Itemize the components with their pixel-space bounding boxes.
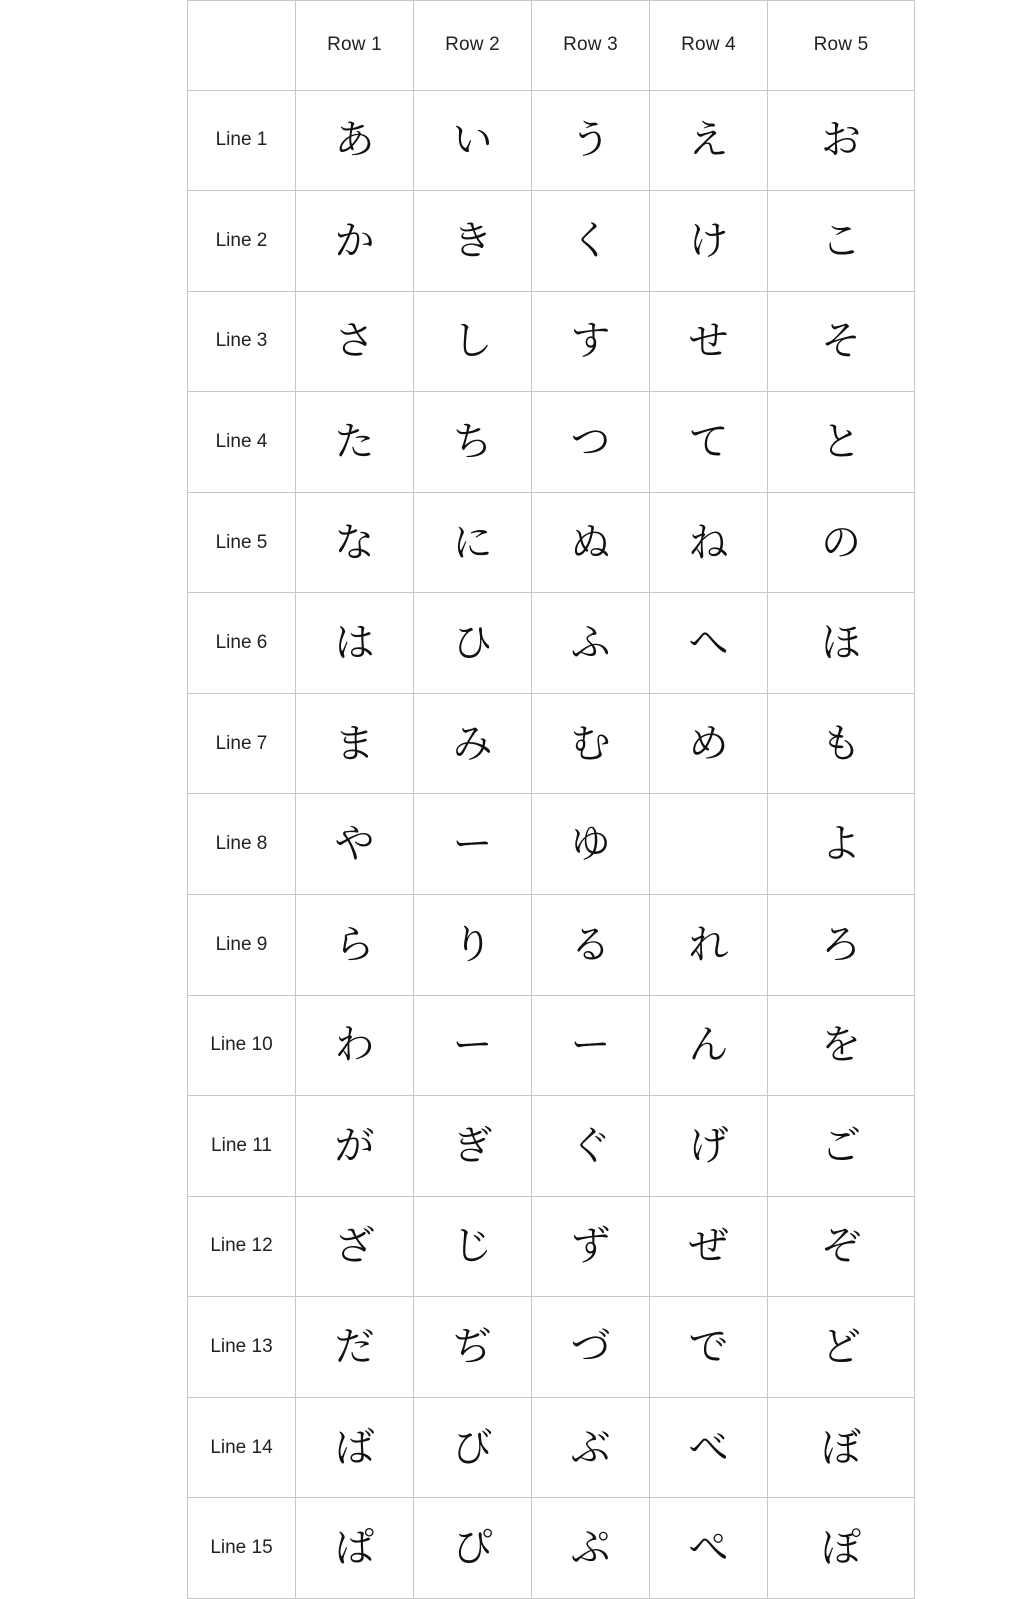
kana-cell [414, 492, 532, 593]
kana-character: ー [452, 821, 493, 868]
hiragana-chart [187, 0, 915, 1599]
kana-character: び [452, 1424, 493, 1471]
row-label: Line 3 [188, 291, 296, 392]
kana-character: づ [570, 1324, 611, 1371]
row-label: Line 4 [188, 392, 296, 493]
kana-character: よ [821, 821, 861, 868]
kana-character: で [688, 1324, 729, 1371]
kana-cell [650, 794, 768, 895]
table-row [188, 693, 915, 794]
kana-cell [768, 794, 915, 895]
row-label: Line 8 [188, 794, 296, 895]
kana-cell [532, 593, 650, 694]
kana-cell [768, 1196, 915, 1297]
kana-character: し [452, 318, 493, 365]
kana-cell [650, 1096, 768, 1197]
kana-cell [650, 995, 768, 1096]
kana-cell [768, 995, 915, 1096]
kana-cell [532, 1096, 650, 1197]
kana-character: そ [821, 318, 861, 365]
kana-cell [768, 492, 915, 593]
kana-cell [414, 1397, 532, 1498]
kana-character: む [570, 720, 611, 767]
kana-cell [532, 291, 650, 392]
kana-character: く [570, 217, 611, 264]
column-header: Row 3 [532, 1, 650, 91]
kana-cell [414, 995, 532, 1096]
kana-character: み [452, 720, 493, 767]
kana-cell [532, 191, 650, 292]
kana-character: き [452, 217, 493, 264]
kana-character: は [334, 620, 375, 667]
kana-character: が [334, 1122, 375, 1169]
kana-cell [768, 90, 915, 191]
kana-cell [296, 291, 414, 392]
kana-character: お [821, 117, 861, 164]
kana-character: せ [688, 318, 729, 365]
row-label: Line 6 [188, 593, 296, 694]
table-row [188, 1297, 915, 1398]
kana-cell [532, 392, 650, 493]
kana-character: も [821, 720, 861, 767]
row-label: Line 10 [188, 995, 296, 1096]
kana-character: へ [688, 620, 729, 667]
kana-character: に [452, 519, 493, 566]
row-label: Line 11 [188, 1096, 296, 1197]
kana-character: ば [334, 1424, 375, 1471]
kana-cell [768, 1297, 915, 1398]
row-label: Line 5 [188, 492, 296, 593]
header-row [188, 1, 915, 91]
kana-character: る [570, 921, 611, 968]
kana-character: て [688, 418, 729, 465]
kana-character: す [570, 318, 611, 365]
kana-cell [650, 895, 768, 996]
kana-cell [414, 392, 532, 493]
table-row [188, 392, 915, 493]
kana-cell [414, 794, 532, 895]
kana-character: ざ [334, 1223, 375, 1270]
kana-cell [768, 895, 915, 996]
kana-character: う [570, 117, 611, 164]
kana-cell [296, 794, 414, 895]
kana-character: ぜ [688, 1223, 729, 1270]
kana-character: け [688, 217, 729, 264]
kana-character: ぶ [570, 1424, 611, 1471]
kana-cell [768, 392, 915, 493]
kana-cell [768, 191, 915, 292]
row-label: Line 12 [188, 1196, 296, 1297]
row-label: Line 1 [188, 90, 296, 191]
kana-character: あ [334, 117, 375, 164]
kana-character: か [334, 217, 375, 264]
kana-cell [414, 291, 532, 392]
kana-character: ゆ [570, 821, 611, 868]
kana-cell [414, 1196, 532, 1297]
kana-character: を [821, 1022, 861, 1069]
kana-character: と [821, 418, 861, 465]
kana-character: ふ [570, 620, 611, 667]
kana-character: ぴ [452, 1525, 493, 1572]
kana-character: つ [570, 418, 611, 465]
kana-cell [650, 1196, 768, 1297]
kana-character: ぢ [452, 1324, 493, 1371]
table-row [188, 1096, 915, 1197]
kana-cell [768, 693, 915, 794]
kana-cell [296, 1096, 414, 1197]
kana-cell [296, 1297, 414, 1398]
kana-cell [768, 1498, 915, 1599]
row-label: Line 14 [188, 1397, 296, 1498]
kana-character: ひ [452, 620, 493, 667]
row-label: Line 2 [188, 191, 296, 292]
kana-character: ー [570, 1022, 611, 1069]
column-header: Row 4 [650, 1, 768, 91]
table-row [188, 895, 915, 996]
table-row [188, 1498, 915, 1599]
table-row [188, 492, 915, 593]
kana-cell [532, 1397, 650, 1498]
kana-cell [532, 693, 650, 794]
kana-cell [532, 895, 650, 996]
kana-character: ほ [821, 620, 861, 667]
kana-character: れ [688, 921, 729, 968]
kana-cell [532, 492, 650, 593]
kana-cell [414, 693, 532, 794]
kana-character: げ [688, 1122, 729, 1169]
kana-character: こ [821, 217, 861, 264]
kana-character: ぐ [570, 1122, 611, 1169]
kana-cell [650, 1297, 768, 1398]
kana-character: え [688, 117, 729, 164]
kana-cell [532, 1196, 650, 1297]
table-row [188, 90, 915, 191]
kana-cell [650, 593, 768, 694]
kana-cell [650, 90, 768, 191]
kana-character: ま [334, 720, 375, 767]
kana-cell [768, 1096, 915, 1197]
kana-character: ず [570, 1223, 611, 1270]
row-label: Line 15 [188, 1498, 296, 1599]
kana-character: め [688, 720, 729, 767]
kana-cell [414, 191, 532, 292]
kana-character: ら [334, 921, 375, 968]
kana-character: さ [334, 318, 375, 365]
table-row [188, 1196, 915, 1297]
kana-cell [532, 794, 650, 895]
kana-cell [414, 1498, 532, 1599]
kana-character: ぞ [821, 1223, 861, 1270]
row-label: Line 9 [188, 895, 296, 996]
kana-character: や [334, 821, 375, 868]
chart-body [188, 1, 915, 1599]
table-row [188, 593, 915, 694]
kana-cell [768, 291, 915, 392]
kana-cell [296, 90, 414, 191]
kana-character: ぺ [688, 1525, 729, 1572]
kana-cell [650, 1397, 768, 1498]
kana-character: の [821, 519, 861, 566]
kana-cell [414, 1297, 532, 1398]
kana-character: ー [452, 1022, 493, 1069]
kana-cell [532, 1498, 650, 1599]
kana-character: ぎ [452, 1122, 493, 1169]
table-row [188, 191, 915, 292]
kana-cell [650, 492, 768, 593]
kana-character: ん [688, 1022, 729, 1069]
kana-cell [296, 895, 414, 996]
kana-cell [296, 191, 414, 292]
kana-cell [768, 1397, 915, 1498]
kana-character: ぬ [570, 519, 611, 566]
kana-character: ぽ [821, 1525, 861, 1572]
kana-character: な [334, 519, 375, 566]
kana-cell [296, 392, 414, 493]
kana-character: じ [452, 1223, 493, 1270]
kana-cell [296, 1196, 414, 1297]
corner-cell [188, 1, 296, 91]
kana-character: わ [334, 1022, 375, 1069]
kana-cell [296, 1397, 414, 1498]
kana-cell [532, 90, 650, 191]
kana-cell [650, 392, 768, 493]
table-row [188, 794, 915, 895]
kana-character: ぱ [334, 1525, 375, 1572]
kana-character: ち [452, 418, 493, 465]
kana-character: ぼ [821, 1424, 861, 1471]
row-label: Line 13 [188, 1297, 296, 1398]
kana-cell [532, 995, 650, 1096]
kana-character: た [334, 418, 375, 465]
kana-cell [414, 895, 532, 996]
kana-cell [414, 1096, 532, 1197]
row-label: Line 7 [188, 693, 296, 794]
kana-cell [296, 693, 414, 794]
table-row [188, 995, 915, 1096]
kana-character: い [452, 117, 493, 164]
column-header: Row 5 [768, 1, 915, 91]
kana-character: り [452, 921, 493, 968]
kana-cell [296, 995, 414, 1096]
kana-cell [296, 1498, 414, 1599]
table-row [188, 291, 915, 392]
kana-character: ね [688, 519, 729, 566]
table-row [188, 1397, 915, 1498]
column-header: Row 1 [296, 1, 414, 91]
kana-character: ろ [821, 921, 861, 968]
kana-character: ぷ [570, 1525, 611, 1572]
kana-cell [296, 593, 414, 694]
kana-character: だ [334, 1324, 375, 1371]
kana-cell [650, 1498, 768, 1599]
kana-cell [532, 1297, 650, 1398]
kana-cell [650, 693, 768, 794]
kana-character: ど [821, 1324, 861, 1371]
kana-cell [650, 291, 768, 392]
column-header: Row 2 [414, 1, 532, 91]
kana-character: ご [821, 1122, 861, 1169]
kana-cell [296, 492, 414, 593]
kana-cell [414, 90, 532, 191]
kana-cell [414, 593, 532, 694]
kana-cell [768, 593, 915, 694]
kana-character: べ [688, 1424, 729, 1471]
kana-cell [650, 191, 768, 292]
